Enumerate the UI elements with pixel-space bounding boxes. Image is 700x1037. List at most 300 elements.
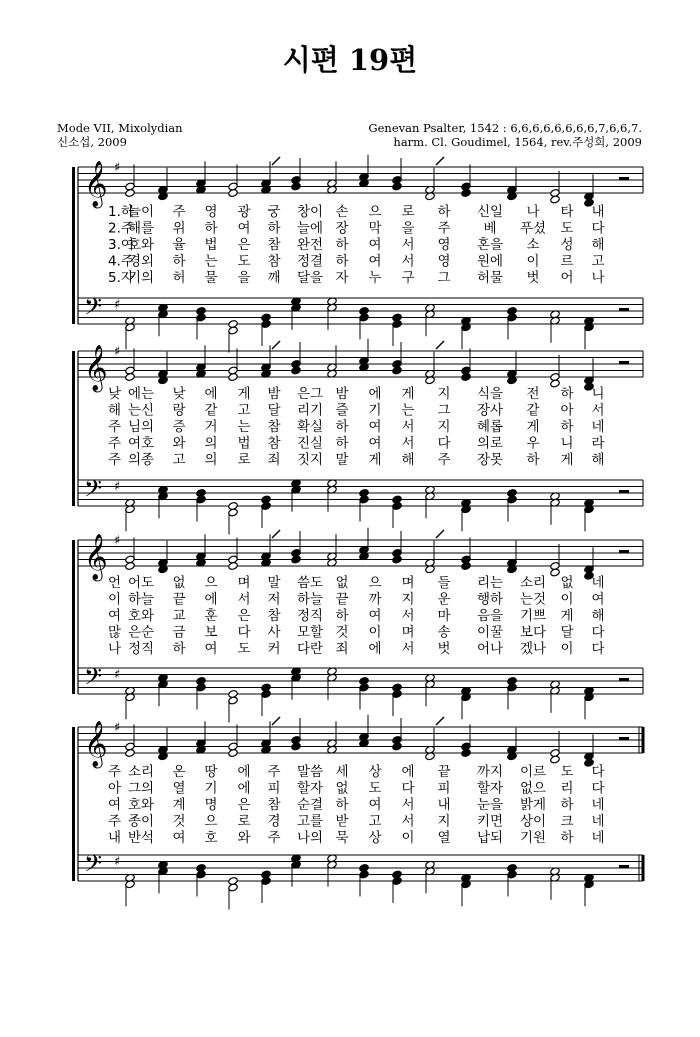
lyric-syllable: 하 xyxy=(560,419,574,435)
lyric-syllable: 주 xyxy=(437,220,451,237)
bass-note xyxy=(359,307,369,316)
lyric-syllable: 게 xyxy=(237,386,251,402)
lyric-syllable: 지 xyxy=(437,419,451,435)
lyric-syllable: 서 xyxy=(401,608,415,624)
lyric-syllable: 거 xyxy=(204,419,218,435)
lyric-syllable: 해를 xyxy=(127,220,155,237)
lyric-syllable: 리는 xyxy=(476,575,504,591)
lyric-syllable: 다 xyxy=(437,435,451,452)
lyric-syllable: 은 xyxy=(237,797,251,813)
lyric-syllable: 피 xyxy=(437,780,451,797)
treble-note xyxy=(125,189,135,198)
lyric-syllable: 완전 xyxy=(296,237,324,253)
lyric-syllable: 물 xyxy=(204,270,218,286)
lyric-syllable: 보다 xyxy=(519,624,547,641)
treble-clef-icon: 𝄞 xyxy=(84,721,108,767)
lyric-syllable: 하 xyxy=(526,452,540,468)
bass-note xyxy=(196,677,206,686)
lyric-syllable: 운 xyxy=(437,591,451,608)
lyric-syllable: 우 xyxy=(526,435,540,452)
lyric-syllable: 즐 xyxy=(335,402,349,419)
lyric-syllable: 하 xyxy=(335,419,349,435)
lyric-syllable: 말씀 xyxy=(296,764,324,780)
bass-note xyxy=(359,489,369,498)
lyric-syllable: 끝 xyxy=(437,764,451,780)
lyric-syllable: 고를 xyxy=(296,813,324,830)
lyric-syllable: 로 xyxy=(401,204,415,220)
lyric-syllable: 광 xyxy=(237,204,251,220)
lyric-syllable: 지 xyxy=(437,813,451,830)
lyric-syllable: 에 xyxy=(204,591,218,608)
tune-source: Genevan Psalter, 1542 : 6,6,6,6,6,6,6,6,7,6,6,7. xyxy=(368,121,642,135)
lyric-syllable: 5.자 xyxy=(108,270,134,286)
key-sharp-icon: ♯ xyxy=(114,479,121,495)
lyric-syllable: 네 xyxy=(591,830,605,846)
lyric-syllable: 정직 xyxy=(127,641,155,657)
lyric-syllable: 사 xyxy=(267,624,281,641)
treble-note xyxy=(291,366,301,375)
lyric-syllable: 주 xyxy=(172,204,186,220)
system-bracket xyxy=(72,167,75,324)
lyric-syllable: 의로 xyxy=(476,435,504,452)
lyric-syllable: 의 xyxy=(204,435,218,452)
lyric-syllable: 내 xyxy=(437,797,451,813)
lyric-syllable: 없으 xyxy=(519,780,547,797)
lyric-syllable: 는 xyxy=(401,402,415,419)
lyric-syllable: 크 xyxy=(560,813,574,830)
treble-note xyxy=(228,749,238,758)
lyric-syllable: 법 xyxy=(237,435,251,452)
treble-note xyxy=(461,189,471,198)
lyric-syllable: 허 xyxy=(172,270,186,286)
lyric-syllable: 게 xyxy=(560,608,574,624)
lyric-syllable: 겠나 xyxy=(519,641,547,657)
lyric-syllable: 누 xyxy=(368,270,382,286)
lyric-syllable: 진실 xyxy=(296,435,324,452)
breath-mark xyxy=(272,157,280,165)
lyric-syllable: 하 xyxy=(437,204,451,220)
lyric-syllable: 네 xyxy=(591,575,605,591)
lyric-syllable: 며 xyxy=(237,575,251,591)
lyric-syllable: 이 xyxy=(401,830,415,846)
lyric-syllable: 없 xyxy=(335,780,349,797)
lyric-syllable: 서 xyxy=(401,797,415,813)
lyric-syllable: 도 xyxy=(560,764,574,780)
lyric-syllable: 늘에 xyxy=(296,220,324,237)
lyric-syllable: 종이 xyxy=(127,813,155,830)
lyric-syllable: 장사 xyxy=(476,402,504,419)
lyric-syllable: 하 xyxy=(172,641,186,657)
lyric-syllable: 피 xyxy=(267,780,281,797)
bass-note xyxy=(392,870,402,879)
lyric-syllable: 을 xyxy=(401,220,415,237)
half-rest-icon xyxy=(619,550,629,553)
treble-clef-icon: 𝄞 xyxy=(84,161,108,207)
lyric-syllable: 다 xyxy=(401,780,415,797)
lyric-syllable: 눈을 xyxy=(476,797,504,813)
lyric-syllable: 허물 xyxy=(476,270,504,286)
lyric-syllable: 기원 xyxy=(519,830,547,846)
lyric-syllable: 이 xyxy=(560,641,574,657)
lyric-syllable: 으 xyxy=(204,575,218,591)
lyric-syllable: 음을 xyxy=(476,608,504,624)
lyric-syllable: 여 xyxy=(108,797,122,813)
half-rest-icon xyxy=(619,490,629,493)
lyric-syllable: 묵 xyxy=(335,830,349,846)
lyric-syllable: 교 xyxy=(172,608,186,624)
lyric-syllable: 여 xyxy=(172,830,186,846)
lyric-syllable: 하 xyxy=(335,608,349,624)
lyric-syllable: 는 xyxy=(237,419,251,435)
lyric-syllable: 그 xyxy=(437,270,451,286)
lyric-syllable: 으 xyxy=(368,575,382,591)
lyric-syllable: 로 xyxy=(237,452,251,468)
lyric-syllable: 참 xyxy=(267,237,281,253)
lyric-syllable: 그 xyxy=(437,402,451,419)
bass-note xyxy=(507,677,517,686)
lyric-syllable: 기쁘 xyxy=(519,608,547,624)
lyric-syllable: 서 xyxy=(401,237,415,253)
lyric-syllable: 할자 xyxy=(476,780,504,797)
breath-mark xyxy=(272,717,280,725)
lyric-syllable: 다란 xyxy=(296,641,324,657)
lyric-syllable: 같 xyxy=(526,402,540,419)
lyric-syllable: 낮 xyxy=(172,386,186,402)
lyric-syllable: 많 xyxy=(108,624,122,641)
bass-note xyxy=(196,864,206,873)
lyric-syllable: 기 xyxy=(204,780,218,797)
lyric-syllable: 여 xyxy=(368,237,382,253)
treble-clef-icon: 𝄞 xyxy=(84,534,108,580)
lyric-syllable: 도 xyxy=(560,220,574,237)
lyric-syllable: 하 xyxy=(560,830,574,846)
lyric-syllable: 에 xyxy=(204,386,218,402)
lyric-syllable: 서 xyxy=(401,641,415,657)
bass-note xyxy=(392,683,402,692)
lyric-syllable: 하 xyxy=(204,220,218,237)
treble-note xyxy=(392,182,402,191)
lyric-syllable: 는신 xyxy=(127,402,155,419)
lyric-syllable: 하 xyxy=(267,220,281,237)
breath-mark xyxy=(272,341,280,349)
lyric-syllable: 주 xyxy=(267,764,281,780)
lyric-syllable: 이 xyxy=(108,591,122,608)
treble-note xyxy=(228,373,238,382)
lyric-syllable: 깨 xyxy=(267,270,281,286)
lyric-syllable: 나 xyxy=(108,641,122,657)
lyric-syllable: 참 xyxy=(267,253,281,270)
lyric-syllable: 주 xyxy=(108,435,122,452)
lyric-syllable: 것 xyxy=(172,813,186,830)
lyric-syllable: 키면 xyxy=(476,813,504,830)
lyric-syllable: 하 xyxy=(172,253,186,270)
lyric-syllable: 호와 xyxy=(127,797,155,813)
lyric-syllable: 고 xyxy=(172,452,186,468)
lyric-syllable: 은 xyxy=(237,237,251,253)
lyric-syllable: 까 xyxy=(368,591,382,608)
lyric-syllable: 은그 xyxy=(296,386,324,402)
lyric-syllable: 달 xyxy=(560,624,574,641)
lyric-syllable: 해 xyxy=(591,452,605,468)
system-2 xyxy=(72,339,643,535)
hymn-title: 시편 19편 xyxy=(282,43,418,77)
treble-note xyxy=(550,195,560,204)
bass-note xyxy=(507,489,517,498)
half-rest-icon xyxy=(619,865,629,868)
lyric-syllable: 고 xyxy=(237,402,251,419)
lyric-syllable: 는 xyxy=(204,253,218,270)
bass-note xyxy=(196,489,206,498)
lyric-syllable: 에는 xyxy=(127,386,155,402)
key-sharp-icon: ♯ xyxy=(114,297,121,313)
system-1 xyxy=(72,155,643,353)
bass-clef-icon: 𝄢 xyxy=(84,662,103,696)
breath-mark xyxy=(436,341,444,349)
lyric-syllable: 랑 xyxy=(172,402,186,419)
treble-note xyxy=(550,568,560,577)
lyric-syllable: 것 xyxy=(335,624,349,641)
lyric-syllable: 서 xyxy=(401,419,415,435)
lyric-syllable: 하늘 xyxy=(296,591,324,608)
lyric-syllable: 지 xyxy=(437,386,451,402)
lyric-syllable: 순결 xyxy=(296,797,324,813)
half-rest-icon xyxy=(619,737,629,740)
lyric-syllable: 여 xyxy=(204,641,218,657)
bass-note xyxy=(507,864,517,873)
treble-note xyxy=(291,742,301,751)
lyric-syllable: 송 xyxy=(437,624,451,641)
lyric-syllable: 1.하 xyxy=(108,204,134,220)
lyric-syllable: 주 xyxy=(108,813,122,830)
lyric-syllable: 모할 xyxy=(296,624,324,641)
lyric-syllable: 와 xyxy=(237,830,251,846)
lyric-syllable: 다 xyxy=(591,624,605,641)
lyric-syllable: 에 xyxy=(401,764,415,780)
lyric-syllable: 3.여 xyxy=(108,237,134,253)
lyric-syllable: 니 xyxy=(591,386,605,402)
bass-note xyxy=(228,877,238,886)
lyric-syllable: 혜롭 xyxy=(476,419,504,435)
lyric-syllable: 호 xyxy=(204,830,218,846)
lyric-syllable: 없 xyxy=(560,575,574,591)
lyric-syllable: 기 xyxy=(368,402,382,419)
lyric-syllable: 어 xyxy=(560,270,574,286)
lyric-syllable: 하늘 xyxy=(127,591,155,608)
lyric-syllable: 이 xyxy=(368,624,382,641)
lyric-syllable: 달을 xyxy=(296,270,324,286)
lyric-syllable: 네 xyxy=(591,797,605,813)
lyric-syllable: 성 xyxy=(560,237,574,253)
lyric-syllable: 말 xyxy=(335,452,349,468)
lyric-syllable: 며 xyxy=(401,575,415,591)
bass-clef-icon: 𝄢 xyxy=(84,292,103,326)
lyric-syllable: 해 xyxy=(591,608,605,624)
treble-note xyxy=(291,555,301,564)
bass-note xyxy=(261,495,271,504)
lyric-syllable: 소리 xyxy=(127,764,155,780)
treble-note xyxy=(392,555,402,564)
lyric-syllable: 행하 xyxy=(476,591,504,608)
bass-note xyxy=(359,677,369,686)
lyric-syllable: 에 xyxy=(368,641,382,657)
half-rest-icon xyxy=(619,678,629,681)
treble-note xyxy=(461,562,471,571)
lyric-syllable: 받 xyxy=(335,813,349,830)
lyric-syllable: 세 xyxy=(335,764,349,780)
lyric-syllable: 이꿀 xyxy=(476,624,504,641)
treble-note xyxy=(291,182,301,191)
lyric-syllable: 에 xyxy=(368,386,382,402)
lyric-syllable: 하 xyxy=(335,797,349,813)
lyric-syllable: 해 xyxy=(591,237,605,253)
lyric-syllable: 며 xyxy=(401,624,415,641)
lyric-syllable: 으 xyxy=(368,204,382,220)
key-sharp-icon: ♯ xyxy=(114,533,121,549)
lyric-syllable: 여 xyxy=(368,797,382,813)
lyric-syllable: 4.주 xyxy=(108,253,134,270)
lyric-syllable: 소 xyxy=(526,237,540,253)
bass-clef-icon: 𝄢 xyxy=(84,474,103,508)
lyric-syllable: 고 xyxy=(368,813,382,830)
breath-mark xyxy=(272,530,280,538)
lyric-syllable: 타 xyxy=(560,204,574,220)
lyric-syllable: 푸셨 xyxy=(519,220,547,237)
lyric-syllable: 낮 xyxy=(108,386,122,402)
lyric-syllable: 하 xyxy=(335,253,349,270)
lyric-syllable: 서 xyxy=(401,435,415,452)
half-rest-icon xyxy=(619,361,629,364)
treble-note xyxy=(125,749,135,758)
lyric-syllable: 해 xyxy=(401,452,415,468)
lyric-syllable: 같 xyxy=(204,402,218,419)
lyric-syllable: 밤 xyxy=(267,386,281,402)
bass-note xyxy=(261,313,271,322)
lyric-syllable: 여호 xyxy=(127,435,155,452)
lyric-syllable: 벗 xyxy=(437,641,451,657)
lyric-syllable: 상 xyxy=(368,764,382,780)
lyric-syllable: 없 xyxy=(335,575,349,591)
lyric-syllable: 막 xyxy=(368,220,382,237)
key-sharp-icon: ♯ xyxy=(114,160,121,176)
bass-note xyxy=(228,502,238,511)
lyric-syllable: 이 xyxy=(526,253,540,270)
breath-mark xyxy=(436,157,444,165)
lyric-syllable: 호와 xyxy=(127,237,155,253)
lyric-syllable: 참 xyxy=(267,797,281,813)
lyric-syllable: 그의 xyxy=(127,780,155,797)
lyric-syllable: 아 xyxy=(560,402,574,419)
lyric-syllable: 다 xyxy=(237,624,251,641)
lyric-syllable: 밤 xyxy=(335,386,349,402)
lyric-syllable: 경외 xyxy=(127,253,155,270)
lyric-syllable: 의 xyxy=(204,452,218,468)
lyric-syllable: 확실 xyxy=(296,419,324,435)
lyric-syllable: 여 xyxy=(368,253,382,270)
lyric-syllable: 장못 xyxy=(476,452,504,468)
lyric-syllable: 법 xyxy=(204,237,218,253)
lyric-syllable: 자 xyxy=(335,270,349,286)
lyric-syllable: 영 xyxy=(437,253,451,270)
breath-mark xyxy=(436,530,444,538)
lyric-syllable: 원에 xyxy=(476,253,504,270)
lyric-syllable: 주 xyxy=(108,764,122,780)
lyric-syllable: 땅 xyxy=(204,764,218,780)
lyric-syllable: 저 xyxy=(267,591,281,608)
lyric-syllable: 해 xyxy=(108,402,122,419)
lyric-syllable: 주 xyxy=(437,452,451,468)
lyric-syllable: 도 xyxy=(237,253,251,270)
bass-clef-icon: 𝄢 xyxy=(84,849,103,883)
bass-note xyxy=(261,683,271,692)
text-author: 신소섭, 2009 xyxy=(57,135,127,149)
breath-mark xyxy=(436,717,444,725)
lyric-syllable: 계 xyxy=(172,797,186,813)
lyric-syllable: 구 xyxy=(401,270,415,286)
lyric-syllable: 죄 xyxy=(335,641,349,657)
key-sharp-icon: ♯ xyxy=(114,667,121,683)
lyric-syllable: 2.주 xyxy=(108,220,134,237)
treble-note xyxy=(550,379,560,388)
lyric-syllable: 게 xyxy=(560,452,574,468)
lyric-syllable: 서 xyxy=(237,591,251,608)
lyric-syllable: 납되 xyxy=(476,830,504,846)
system-bracket xyxy=(72,351,75,506)
lyric-syllable: 위 xyxy=(172,220,186,237)
lyric-syllable: 네 xyxy=(591,813,605,830)
lyric-syllable: 여 xyxy=(368,435,382,452)
lyric-syllable: 이르 xyxy=(519,764,547,780)
lyric-syllable: 혼을 xyxy=(476,237,504,253)
lyric-syllable: 게 xyxy=(401,386,415,402)
lyric-syllable: 보 xyxy=(204,624,218,641)
bass-note xyxy=(392,313,402,322)
lyric-syllable: 온 xyxy=(172,764,186,780)
lyric-syllable: 기의 xyxy=(127,270,155,286)
lyric-syllable: 소리 xyxy=(519,575,547,591)
lyric-syllable: 상 xyxy=(368,830,382,846)
lyric-syllable: 상이 xyxy=(519,813,547,830)
lyric-syllable: 참 xyxy=(267,608,281,624)
lyric-syllable: 이 xyxy=(560,591,574,608)
lyric-syllable: 할자 xyxy=(296,780,324,797)
lyric-syllable: 여 xyxy=(368,608,382,624)
lyric-syllable: 에 xyxy=(237,764,251,780)
lyric-syllable: 서 xyxy=(401,253,415,270)
lyric-syllable: 로 xyxy=(237,813,251,830)
lyric-syllable: 전 xyxy=(526,386,540,402)
lyric-syllable: 어나 xyxy=(476,641,504,657)
lyric-syllable: 으 xyxy=(204,813,218,830)
bass-note xyxy=(359,864,369,873)
lyric-syllable: 경 xyxy=(267,813,281,830)
lyric-syllable: 벗 xyxy=(526,270,540,286)
lyric-syllable: 여 xyxy=(591,591,605,608)
lyric-syllable: 궁 xyxy=(267,204,281,220)
treble-note xyxy=(461,749,471,758)
system-bracket xyxy=(72,540,75,694)
lyric-syllable: 을 xyxy=(237,270,251,286)
lyric-syllable: 르 xyxy=(560,253,574,270)
lyric-syllable: 까지 xyxy=(476,764,504,780)
system-3 xyxy=(72,528,643,723)
lyric-syllable: 영 xyxy=(204,204,218,220)
lyric-syllable: 마 xyxy=(437,608,451,624)
lyric-syllable: 반석 xyxy=(127,830,155,846)
lyric-syllable: 커 xyxy=(267,641,281,657)
lyric-syllable: 짓지 xyxy=(296,452,324,468)
lyric-syllable: 열 xyxy=(437,830,451,846)
lyric-syllable: 늘이 xyxy=(127,204,155,220)
